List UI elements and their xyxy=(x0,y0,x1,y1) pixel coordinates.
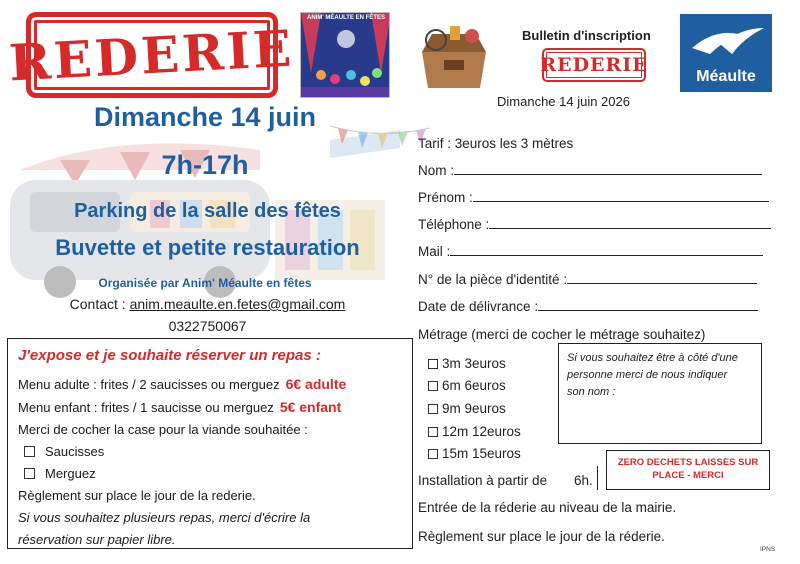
mail-blank[interactable] xyxy=(450,244,763,256)
prenom-field[interactable] xyxy=(418,190,769,205)
neighbor-request-line-3: son nom : xyxy=(567,386,616,398)
metrage-6m-label: 6m 6euros xyxy=(442,378,506,393)
event-hours: 7h-17h xyxy=(161,150,249,180)
zero-waste-notice xyxy=(606,450,770,490)
logo-text: Méaulte xyxy=(696,68,756,85)
rederie-stamp-small-text: REDERIE xyxy=(540,54,648,76)
metrage-12m-checkbox[interactable] xyxy=(428,427,438,437)
saucisses-checkbox[interactable] xyxy=(24,446,35,457)
multiple-meals-note-1: Si vous souhaitez plusieurs repas, merci d'écrire la xyxy=(18,510,311,525)
multiple-meals-note-2: réservation sur papier libre. xyxy=(18,532,176,547)
menu-adult-text: Menu adulte : frites / 2 saucisses ou merguez xyxy=(18,377,280,392)
rederie-stamp-text: REDERIE xyxy=(8,18,296,92)
issue-date-label: Date de délivrance : xyxy=(418,299,539,314)
telephone-field[interactable] xyxy=(418,217,771,232)
metrage-3m-checkbox[interactable] xyxy=(428,359,438,369)
payment-info: Règlement sur place le jour de la réderie. xyxy=(418,529,665,544)
entrance-info: Entrée de la réderie au niveau de la mairie. xyxy=(418,500,677,515)
metrage-15m-label: 15m 15euros xyxy=(442,446,521,461)
meal-reservation-box xyxy=(7,338,413,549)
telephone-blank[interactable] xyxy=(489,217,771,229)
installation-line: Installation à partir de xyxy=(418,473,548,488)
contact-line xyxy=(20,296,395,312)
menu-child-line xyxy=(18,396,402,419)
metrage-option-3m[interactable] xyxy=(428,356,506,371)
id-number-label: N° de la pièce d'identité : xyxy=(418,272,568,287)
treasure-chest-image xyxy=(414,22,494,92)
metrage-9m-checkbox[interactable] xyxy=(428,404,438,414)
rederie-stamp xyxy=(8,12,296,98)
mail-field[interactable] xyxy=(418,244,763,259)
rederie-stamp-small xyxy=(542,48,646,82)
id-number-field[interactable] xyxy=(418,272,757,287)
meat-option-saucisses xyxy=(18,441,402,463)
meat-option-merguez xyxy=(18,463,402,485)
nom-field[interactable] xyxy=(418,163,762,178)
meat-prompt: Merci de cocher la case pour la viande souhaitée : xyxy=(18,422,308,437)
menu-adult-price: 6€ adulte xyxy=(285,376,347,392)
installation-time: 6h. xyxy=(574,473,593,488)
installation-box-edge xyxy=(597,466,598,490)
meal-payment-note: Règlement sur place le jour de la rederie. xyxy=(18,488,256,503)
metrage-6m-checkbox[interactable] xyxy=(428,381,438,391)
metrage-12m-label: 12m 12euros xyxy=(442,424,521,439)
saucisses-label: Saucisses xyxy=(45,444,105,459)
neighbor-request-box[interactable] xyxy=(558,343,762,444)
metrage-label: Métrage (merci de cocher le métrage souhaitez) xyxy=(418,327,706,342)
issue-date-blank[interactable] xyxy=(538,299,758,311)
festival-poster-image xyxy=(300,12,390,98)
contact-phone: 0322750067 xyxy=(168,318,247,334)
metrage-option-9m[interactable] xyxy=(428,401,506,416)
form-event-date: Dimanche 14 juin 2026 xyxy=(497,94,630,109)
menu-adult-line xyxy=(18,373,402,396)
event-catering: Buvette et petite restauration xyxy=(55,235,360,260)
neighbor-request-line-1: Si vous souhaitez être à côté d'une xyxy=(567,352,738,364)
event-date: Dimanche 14 juin xyxy=(93,102,317,132)
event-organizer: Organisée par Anim' Méaulte en fêtes xyxy=(98,276,312,290)
zero-waste-line-2: PLACE - MERCI xyxy=(652,470,724,481)
merguez-label: Merguez xyxy=(45,466,96,481)
poster-caption: ANIM' MÉAULTE EN FÊTES xyxy=(307,15,385,21)
id-number-blank[interactable] xyxy=(567,272,757,284)
metrage-option-12m[interactable] xyxy=(428,424,521,439)
mail-label: Mail : xyxy=(418,244,451,259)
poster-illustration xyxy=(301,13,390,98)
prenom-blank[interactable] xyxy=(473,190,769,202)
issue-date-field[interactable] xyxy=(418,299,758,314)
merguez-checkbox[interactable] xyxy=(24,468,35,479)
prenom-label: Prénom : xyxy=(418,190,473,205)
meal-reservation-title: J'expose et je souhaite réserver un repas : xyxy=(18,347,321,364)
metrage-3m-label: 3m 3euros xyxy=(442,356,506,371)
contact-label: Contact : xyxy=(69,296,130,312)
zero-waste-line-1: ZERO DECHETS LAISSES SUR xyxy=(617,457,759,468)
meaulte-logo xyxy=(680,14,772,92)
ipns-mark: IPNS xyxy=(760,546,776,553)
nom-label: Nom : xyxy=(418,163,455,178)
logo-bird-icon xyxy=(680,14,772,66)
tarif-line: Tarif : 3euros les 3 mètres xyxy=(418,136,574,151)
neighbor-request-line-2: personne merci de nous indiquer xyxy=(567,369,728,381)
contact-email-link[interactable]: anim.meaulte.en.fetes@gmail.com xyxy=(129,296,346,312)
metrage-option-6m[interactable] xyxy=(428,378,506,393)
nom-blank[interactable] xyxy=(454,163,762,175)
menu-child-price: 5€ enfant xyxy=(279,399,342,415)
event-location: Parking de la salle des fêtes xyxy=(74,200,341,222)
metrage-option-15m[interactable] xyxy=(428,446,521,461)
metrage-9m-label: 9m 9euros xyxy=(442,401,506,416)
metrage-15m-checkbox[interactable] xyxy=(428,449,438,459)
registration-form-title: Bulletin d'inscription xyxy=(522,28,651,43)
telephone-label: Téléphone : xyxy=(418,217,490,232)
menu-child-text: Menu enfant : frites / 1 saucisse ou merguez xyxy=(18,400,274,415)
